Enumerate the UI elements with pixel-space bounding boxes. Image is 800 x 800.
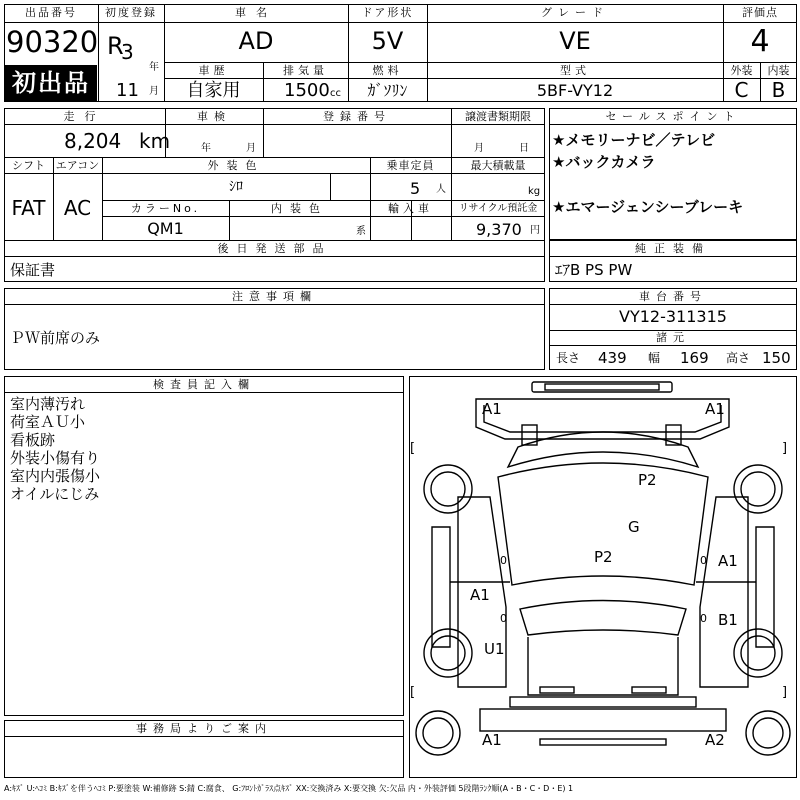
lot-number: 90320 xyxy=(6,25,99,59)
damage-mark: A2 xyxy=(705,731,725,749)
door-label: ドア形状 xyxy=(361,6,414,19)
notes-text: ＰＷ前席のみ xyxy=(10,329,101,347)
capacity-label: 乗車定員 xyxy=(386,159,435,172)
side-handle: 0 xyxy=(700,612,707,625)
color-no-label: カラーNo. xyxy=(130,202,201,215)
fuel-label: 燃料 xyxy=(372,64,403,77)
lot-number-label: 出品番号 xyxy=(25,6,77,19)
height-label: 高さ xyxy=(726,351,751,365)
sales-point-item: ★エマージェンシーブレーキ xyxy=(552,198,744,216)
inspection-label: 車検 xyxy=(197,110,231,123)
color-no: QM1 xyxy=(147,219,184,238)
reg-month: 11 xyxy=(116,80,139,101)
side-handle: 0 xyxy=(700,554,707,567)
damage-mark: P2 xyxy=(594,548,613,566)
damage-mark: A1 xyxy=(482,731,502,749)
capacity-unit: 人 xyxy=(436,184,446,195)
displacement-unit: cc xyxy=(330,88,341,99)
height: 150 xyxy=(762,349,791,367)
exterior-grade: C xyxy=(734,78,749,102)
inspection-year-unit: 年 xyxy=(201,143,211,154)
car-name: AD xyxy=(238,27,274,55)
int-color-unit: 系 xyxy=(356,226,366,237)
first-listing-badge xyxy=(5,65,97,101)
door-type: 5V xyxy=(371,27,404,55)
fuel: ｶﾞｿﾘﾝ xyxy=(367,81,408,100)
damage-mark: A1 xyxy=(482,400,502,418)
mileage: 8,204 xyxy=(64,129,122,153)
inspector-note: 室内内張傷小 xyxy=(10,467,101,485)
capacity: 5 xyxy=(410,179,421,198)
model-code: 5BF-VY12 xyxy=(536,81,614,100)
max-load-unit: kg xyxy=(528,186,541,197)
shift-label: シフト xyxy=(12,159,45,172)
side-bracket: [ xyxy=(410,685,416,700)
later-parts: 保証書 xyxy=(10,261,56,279)
exterior-grade-label: 外装 xyxy=(730,64,753,77)
chassis-number: VY12-311315 xyxy=(619,307,727,326)
transfer-month-unit: 月 xyxy=(474,143,484,154)
first-reg-label: 初度登録 xyxy=(105,6,157,19)
damage-mark: P2 xyxy=(638,471,657,489)
equipment-value: ｴｱB PS PW xyxy=(555,261,633,279)
damage-mark: A1 xyxy=(718,552,738,570)
transfer-day-unit: 日 xyxy=(519,143,529,154)
year-unit: 年 xyxy=(149,62,159,73)
grade: VE xyxy=(559,27,591,55)
ext-color-label: 外装色 xyxy=(207,159,265,172)
grade-label: グレード xyxy=(541,6,609,19)
month-unit: 月 xyxy=(149,86,159,97)
damage-mark: A1 xyxy=(705,400,725,418)
model-label: 型式 xyxy=(560,64,590,77)
later-parts-label: 後日発送部品 xyxy=(217,242,332,255)
inspector-note: 荷室ＡＵ小 xyxy=(10,413,86,431)
displacement-label: 排気量 xyxy=(283,64,328,77)
transfer-deadline-label: 譲渡書類期限 xyxy=(465,110,531,123)
sales-point-item: ★メモリーナビ／テレビ xyxy=(552,131,716,149)
side-bracket: ] xyxy=(782,441,788,456)
score: 4 xyxy=(750,24,770,59)
car-diagram xyxy=(409,376,797,778)
interior-grade-label: 内装 xyxy=(767,64,790,77)
sales-point-item: ★バックカメラ xyxy=(552,153,656,171)
width: 169 xyxy=(680,349,709,367)
side-bracket: ] xyxy=(782,685,788,700)
inspector-note: オイルにじみ xyxy=(10,485,100,503)
car-name-label: 車名 xyxy=(235,6,277,19)
first-listing-text: 初出品 xyxy=(12,69,90,97)
inspector-note: 看板跡 xyxy=(10,431,56,449)
sales-points-section xyxy=(549,108,797,240)
shift: FAT xyxy=(11,196,46,220)
side-bracket: [ xyxy=(410,441,416,456)
sales-points-label: セールスポイント xyxy=(605,110,741,123)
int-color-label: 内装色 xyxy=(271,202,328,215)
era: R xyxy=(107,32,124,60)
inspection-month-unit: 月 xyxy=(246,143,256,154)
inspector-note: 室内薄汚れ xyxy=(10,395,86,413)
era-year: 3 xyxy=(121,40,134,64)
damage-mark: B1 xyxy=(718,611,738,629)
inspector-note: 外装小傷有り xyxy=(10,449,101,467)
recycle-label: リサイクル預託金 xyxy=(458,203,538,214)
car-outline xyxy=(410,377,796,777)
damage-mark: U1 xyxy=(484,640,505,658)
score-label: 評価点 xyxy=(742,6,778,19)
damage-mark: G xyxy=(628,518,640,536)
side-handle: 0 xyxy=(500,554,507,567)
side-handle: 0 xyxy=(500,612,507,625)
length: 439 xyxy=(598,349,627,367)
reg-number-label: 登録番号 xyxy=(323,110,391,123)
ac-label: エアコン xyxy=(55,159,100,172)
mileage-label: 走行 xyxy=(63,110,106,123)
recycle-unit: 円 xyxy=(530,225,540,236)
spec-label: 諸元 xyxy=(656,331,690,344)
damage-mark: A1 xyxy=(470,586,490,604)
import-label: 輸入車 xyxy=(388,202,433,215)
ac: AC xyxy=(63,196,92,220)
equipment-label: 純正装備 xyxy=(635,242,711,255)
office-label: 事務局よりご案内 xyxy=(136,722,272,735)
ext-color: ｼﾛ xyxy=(229,179,243,195)
history-label: 車歴 xyxy=(198,64,229,77)
displacement: 1500 xyxy=(284,80,330,101)
history: 自家用 xyxy=(186,80,241,101)
width-label: 幅 xyxy=(648,351,661,365)
length-label: 長さ xyxy=(556,351,581,365)
damage-legend: A:ｷｽﾞ U:ﾍｺﾐ B:ｷｽﾞを伴うﾍｺﾐ P:要塗装 W:補修跡 S:錆 C:腐食、 G:ﾌﾛﾝﾄｶﾞﾗｽ点ｷｽﾞ XX:交換済み X:要交換 欠:欠品 内・外装評価 5段階ﾗﾝｸ順(A・B・C・D・E) 1 xyxy=(4,784,574,793)
inspector-label: 検査員記入欄 xyxy=(153,378,255,391)
notes-label: 注意事項欄 xyxy=(232,290,317,303)
max-load-label: 最大積載量 xyxy=(470,159,526,172)
mileage-unit: km xyxy=(139,129,171,153)
chassis-label: 車台番号 xyxy=(639,290,707,303)
interior-grade: B xyxy=(771,78,786,102)
recycle-fee: 9,370 xyxy=(476,220,522,239)
